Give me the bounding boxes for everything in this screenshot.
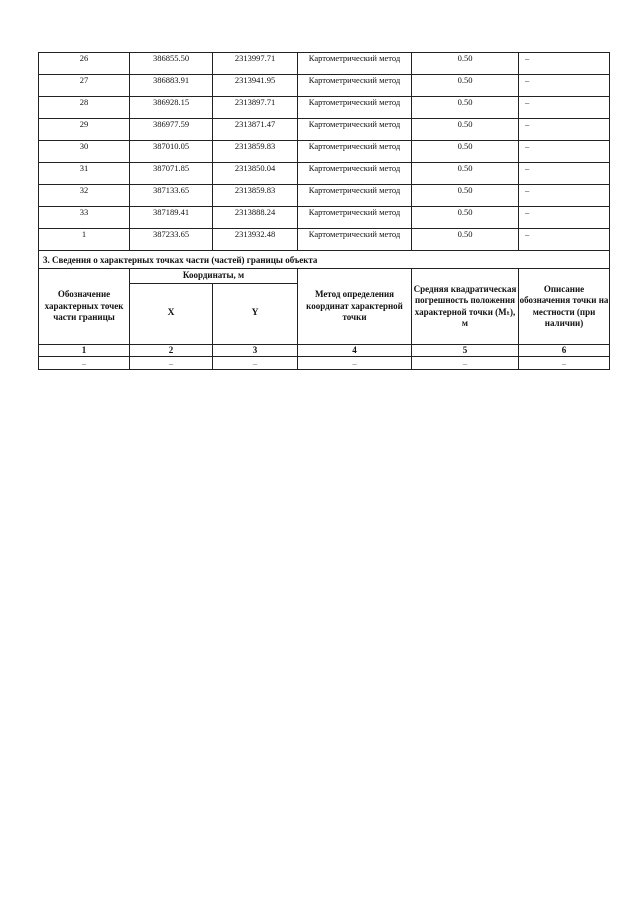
method-cell: Картометрический метод (298, 119, 412, 141)
x-coordinate-cell: 386883.91 (130, 75, 213, 97)
point-number-cell: 26 (39, 53, 130, 75)
method-cell: Картометрический метод (298, 185, 412, 207)
point-number-cell: 1 (39, 229, 130, 251)
method-cell: Картометрический метод (298, 163, 412, 185)
x-coordinate-cell: 386977.59 (130, 119, 213, 141)
empty-cell: – (213, 357, 298, 370)
description-cell: – (519, 185, 610, 207)
points-table (38, 52, 610, 370)
table-row (39, 229, 610, 251)
error-cell: 0.50 (412, 141, 519, 163)
description-cell: – (519, 75, 610, 97)
column-number: 5 (412, 345, 519, 357)
section3-table (39, 251, 610, 370)
table-row (39, 185, 610, 207)
description-cell: – (519, 141, 610, 163)
column-number: 4 (298, 345, 412, 357)
points-table-body (39, 53, 610, 251)
x-coordinate-cell: 387189.41 (130, 207, 213, 229)
point-number-cell: 28 (39, 97, 130, 119)
empty-data-row (39, 357, 610, 370)
section3-header-row (39, 269, 610, 284)
y-coordinate-cell: 2313871.47 (213, 119, 298, 141)
y-coordinate-cell: 2313859.83 (213, 141, 298, 163)
y-coordinate-cell: 2313859.83 (213, 185, 298, 207)
empty-cell: – (298, 357, 412, 370)
error-cell: 0.50 (412, 53, 519, 75)
error-cell: 0.50 (412, 207, 519, 229)
header-description: Описание обозначения точки на местности (при наличии) (519, 269, 610, 345)
point-number-cell: 27 (39, 75, 130, 97)
table-row (39, 75, 610, 97)
table-row (39, 119, 610, 141)
table-row (39, 163, 610, 185)
y-coordinate-cell: 2313850.04 (213, 163, 298, 185)
header-coordinates: Координаты, м (130, 269, 298, 284)
column-number: 2 (130, 345, 213, 357)
header-point-designation: Обозначение характерных точек части границы (39, 269, 130, 345)
x-coordinate-cell: 386928.15 (130, 97, 213, 119)
x-coordinate-cell: 387010.05 (130, 141, 213, 163)
point-number-cell: 31 (39, 163, 130, 185)
empty-cell: – (130, 357, 213, 370)
table-row (39, 207, 610, 229)
y-coordinate-cell: 2313888.24 (213, 207, 298, 229)
error-cell: 0.50 (412, 185, 519, 207)
method-cell: Картометрический метод (298, 97, 412, 119)
header-error: Средняя квадратическая погрешность положения характерной точки (Mₜ), м (412, 269, 519, 345)
x-coordinate-cell: 387071.85 (130, 163, 213, 185)
table-row (39, 141, 610, 163)
section3-title: 3. Сведения о характерных точках части (частей) границы объекта (39, 251, 610, 269)
description-cell: – (519, 207, 610, 229)
method-cell: Картометрический метод (298, 207, 412, 229)
description-cell: – (519, 163, 610, 185)
y-coordinate-cell: 2313997.71 (213, 53, 298, 75)
header-x: X (130, 284, 213, 345)
method-cell: Картометрический метод (298, 75, 412, 97)
y-coordinate-cell: 2313897.71 (213, 97, 298, 119)
y-coordinate-cell: 2313941.95 (213, 75, 298, 97)
x-coordinate-cell: 387233.65 (130, 229, 213, 251)
error-cell: 0.50 (412, 97, 519, 119)
section3-title-row (39, 251, 610, 269)
header-method: Метод определения координат характерной точки (298, 269, 412, 345)
description-cell: – (519, 119, 610, 141)
point-number-cell: 30 (39, 141, 130, 163)
table-row (39, 97, 610, 119)
empty-cell: – (39, 357, 130, 370)
error-cell: 0.50 (412, 119, 519, 141)
empty-cell: – (412, 357, 519, 370)
error-cell: 0.50 (412, 229, 519, 251)
column-number: 1 (39, 345, 130, 357)
header-y: Y (213, 284, 298, 345)
description-cell: – (519, 229, 610, 251)
empty-cell: – (519, 357, 610, 370)
table-row (39, 53, 610, 75)
method-cell: Картометрический метод (298, 229, 412, 251)
method-cell: Картометрический метод (298, 53, 412, 75)
method-cell: Картометрический метод (298, 141, 412, 163)
error-cell: 0.50 (412, 163, 519, 185)
point-number-cell: 29 (39, 119, 130, 141)
column-number-row (39, 345, 610, 357)
description-cell: – (519, 53, 610, 75)
document-page (38, 52, 609, 370)
point-number-cell: 32 (39, 185, 130, 207)
x-coordinate-cell: 386855.50 (130, 53, 213, 75)
column-number: 3 (213, 345, 298, 357)
point-number-cell: 33 (39, 207, 130, 229)
error-cell: 0.50 (412, 75, 519, 97)
y-coordinate-cell: 2313932.48 (213, 229, 298, 251)
description-cell: – (519, 97, 610, 119)
column-number: 6 (519, 345, 610, 357)
x-coordinate-cell: 387133.65 (130, 185, 213, 207)
